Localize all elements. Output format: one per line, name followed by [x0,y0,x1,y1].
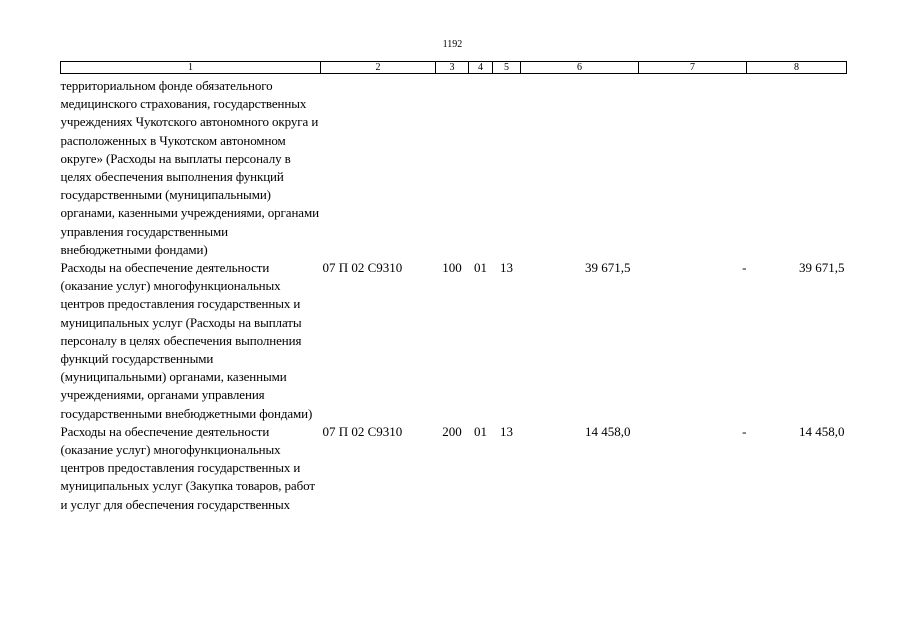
row-total: 14 458,0 [799,423,845,439]
column-header: 1 [61,62,321,74]
table-row [61,259,847,423]
row-change: - [742,423,747,439]
column-header: 7 [639,62,747,74]
table-header-row [61,62,847,74]
row-total [747,74,847,260]
row-rz [469,74,493,260]
column-header: 6 [521,62,639,74]
row-pr [493,74,521,260]
row-rz: 01 [474,260,487,276]
row-code: 07 П 02 С9310 [322,423,403,439]
row-rz: 01 [474,423,487,439]
row-sum: 39 671,5 [585,260,631,276]
row-name: Расходы на обеспечение деятельности (оказание услуг) многофункциональных центров предоставления государственных и муниципальных услуг (Закупка товаров, работ и услуг для обеспечения государственных [60,423,315,512]
budget-table [60,61,847,514]
row-vr: 100 [442,260,462,276]
column-header: 5 [493,62,521,74]
row-pr: 13 [500,423,513,439]
row-name: Расходы на обеспечение деятельности (оказание услуг) многофункциональных центров предоставления государственных и муниципальных услуг (Расходы на выплаты персоналу в целях обеспечения выполнения функций государственными (муниципальными) органами, казенными учреждениями, органами управления государственными внебюджетными фондами) [60,260,313,421]
row-sum: 14 458,0 [585,423,631,439]
row-name: территориальном фонде обязательного медицинского страхования, государственных учреждениях Чукотского автономного округа и расположенных в Чукотском автономном округе» (Расходы на выплаты персоналу в целях обеспечения выполнения функций государственными (муниципальными) органами, казенными учреждениями, органами управления государственными внебюджетными фондами) [60,78,319,257]
row-pr: 13 [500,260,513,276]
row-code [321,74,436,260]
column-header: 4 [469,62,493,74]
column-header: 8 [747,62,847,74]
row-change: - [742,260,747,276]
row-code: 07 П 02 С9310 [322,260,403,276]
row-vr [436,74,469,260]
column-header: 3 [436,62,469,74]
row-change [639,74,747,260]
column-header: 2 [321,62,436,74]
row-vr: 200 [442,423,462,439]
row-total: 39 671,5 [799,260,845,276]
row-sum [521,74,639,260]
page-number: 1192 [442,39,463,50]
table-row [61,74,847,260]
table-row [61,423,847,514]
